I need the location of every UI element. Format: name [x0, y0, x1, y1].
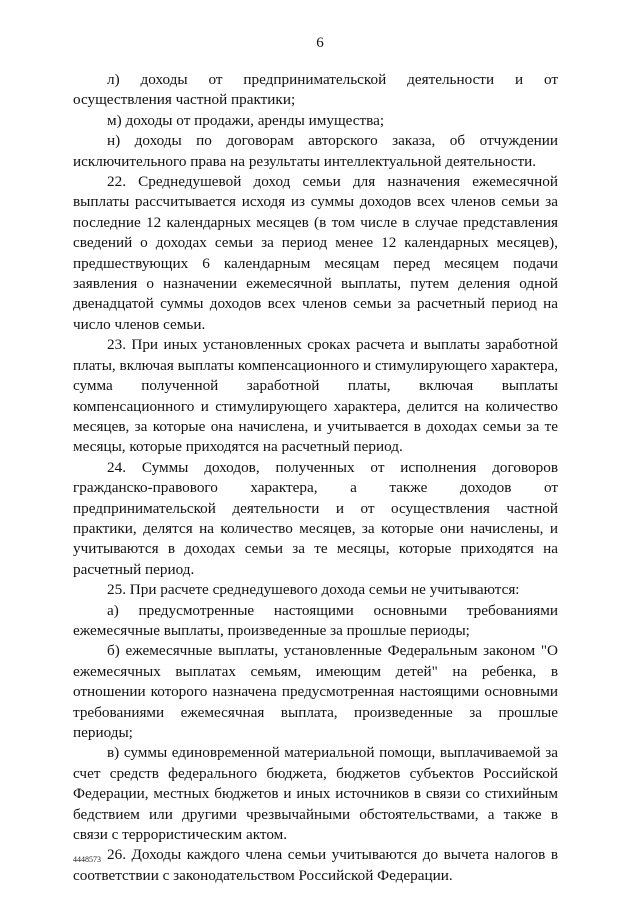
paragraph-26: 26. Доходы каждого члена семьи учитываются до вычета налогов в соответствии с законодательством Российской Федерации. — [73, 846, 558, 884]
paragraph-23: 23. При иных установленных сроках расчета и выплаты заработной платы, включая выплаты компенсационного и стимулирующего характера, сумма полученной заработной платы, включая выплаты компенсационного и стимулирующего характера, делится на количество месяцев, за которые она начислена, и учитывается в доходах семьи за те месяцы, которые приходятся на расчетный период. — [73, 336, 558, 456]
paragraph-25-a: а) предусмотренные настоящими основными требованиями ежемесячные выплаты, произведенные за прошлые периоды; — [73, 601, 558, 639]
paragraph-25-b: б) ежемесячные выплаты, установленные Федеральным законом "О ежемесячных выплатах семьям, имеющим детей" на ребенка, в отношении которого назначена предусмотренная настоящими основными требованиями ежемесячная выплата, произведенные за прошлые периоды; — [73, 642, 558, 741]
document-body — [73, 70, 558, 886]
paragraph-25-v: в) суммы единовременной материальной помощи, выплачиваемой за счет средств федерального бюджета, бюджетов субъектов Российской Федерации, местных бюджетов и иных источников в связи со стихийным бедствием или другими чрезвычайными обстоятельствами, а также в связи с террористическим актом. — [73, 744, 558, 844]
paragraph-m: м) доходы от продажи, аренды имущества; — [107, 111, 385, 129]
paragraph-n: н) доходы по договорам авторского заказа, об отчуждении исключительного права на результаты интеллектуальной деятельности. — [73, 132, 558, 170]
paragraph-l: л) доходы от предпринимательской деятельности и от осуществления частной практики; — [73, 71, 558, 109]
page-number: 6 — [316, 35, 324, 51]
paragraph-25: 25. При расчете среднедушевого дохода семьи не учитываются: — [107, 581, 520, 599]
document-code: 4448573 — [73, 855, 101, 864]
paragraph-24: 24. Суммы доходов, полученных от исполнения договоров гражданско-правового характера, а также доходов от предпринимательской деятельности и от осуществления частной практики, делятся на количество месяцев, за которые они начислены, и учитываются в доходах семьи за те месяцы, которые приходятся на расчетный период. — [73, 458, 558, 578]
paragraph-22: 22. Среднедушевой доход семьи для назначения ежемесячной выплаты рассчитывается исходя из суммы доходов всех членов семьи за последние 12 календарных месяцев (в том числе в случае представления сведений о доходах семьи за период менее 12 календарных месяцев), предшествующих 6 календарным месяцам перед месяцем подачи заявления о назначении ежемесячной выплаты, путем деления одной двенадцатой суммы доходов всех членов семьи за расчетный период на число членов семьи. — [73, 173, 558, 333]
